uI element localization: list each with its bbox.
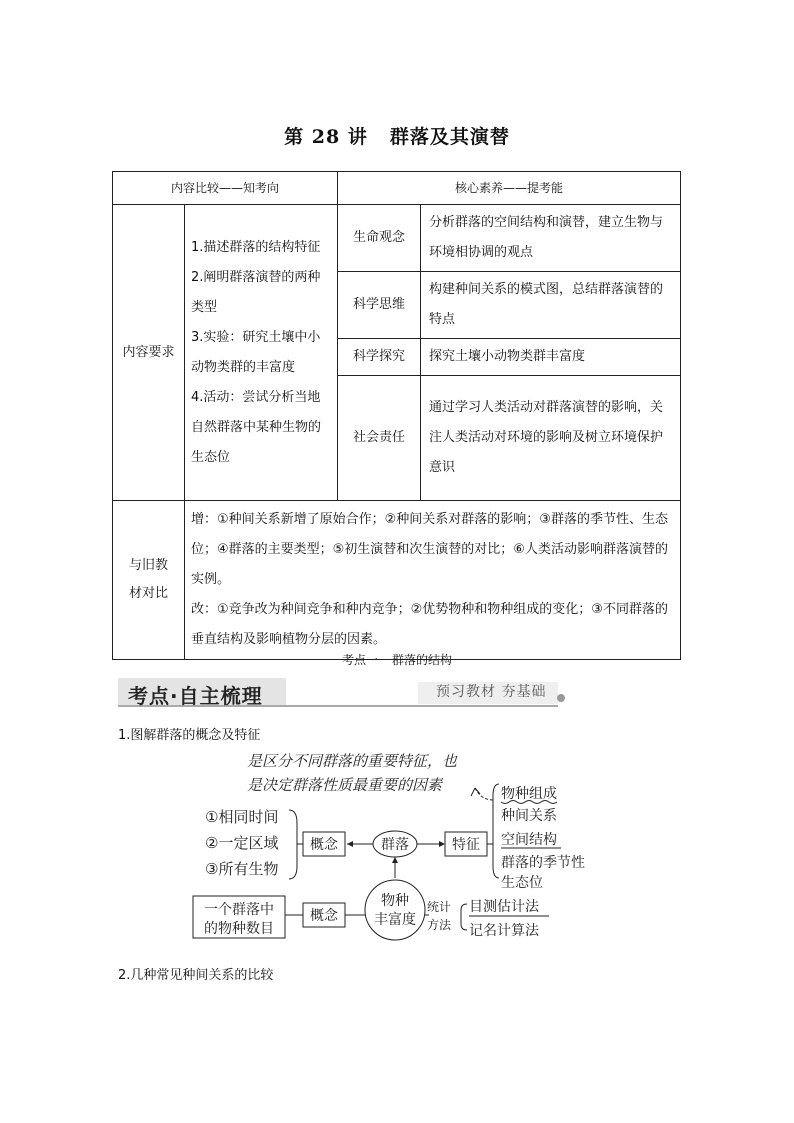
richness-line-2: 丰富度: [374, 912, 416, 928]
feature-brace: [493, 784, 499, 878]
method-item: 目测估计法: [469, 899, 539, 915]
concept-label: 概念: [310, 837, 338, 853]
left-item: ③所有生物: [205, 860, 279, 878]
lecture-topic: 群落及其演替: [389, 126, 510, 148]
feature-item: 生态位: [501, 875, 543, 891]
method-brace: [461, 904, 467, 930]
note-line-1: 是区分不同群落的重要特征，也: [247, 752, 458, 770]
method-label-2: 方法: [427, 918, 452, 932]
literacy-label: 生命观念: [338, 205, 421, 272]
requirement-item: 4.活动：尝试分析当地自然群落中某种生物的生态位: [191, 389, 322, 465]
literacy-label: 社会责任: [338, 376, 421, 501]
method-item: 记名计算法: [469, 923, 539, 939]
table-row: [113, 205, 681, 272]
added-text: 增：①种间关系新增了原始合作；②种间关系对群落的影响；③群落的季节性、生态位；④群落的主要类型；⑤初生演替和次生演替的对比；⑥人类活动影响群落演替的实例。: [191, 512, 668, 587]
literacy-text: 分析群落的空间结构和演替，建立生物与环境相协调的观点: [421, 205, 681, 272]
richness-line-1: 物种: [381, 893, 409, 909]
banner-title: 考点·自主梳理: [128, 684, 263, 708]
note-line-2: 是决定群落性质最重要的因素: [247, 776, 443, 794]
literacy-label: 科学思维: [338, 272, 421, 339]
requirement-item: 1.描述群落的结构特征: [191, 239, 321, 255]
literacy-label: 科学探究: [338, 339, 421, 376]
richness-definition-line-1: 一个群落中: [204, 902, 274, 918]
arrowhead: [347, 841, 353, 847]
community-concept-diagram: [185, 748, 625, 948]
table-header-row: [113, 172, 681, 205]
center-label: 群落: [381, 837, 409, 853]
changed-text: 改：①竞争改为种间竞争和种内竞争；②优势物种和物种组成的变化；③不同群落的垂直结构及影响植物分层的因素。: [191, 602, 668, 647]
richness-concept-label: 概念: [310, 908, 338, 924]
method-label-1: 统计: [427, 900, 452, 914]
section-subheading: 考点一 群落的结构: [341, 653, 453, 667]
feature-item: 种间关系: [501, 808, 557, 824]
overview-table: [112, 171, 681, 660]
requirement-item: 3.实验：研究土壤中小动物类群的丰富度: [191, 329, 321, 375]
feature-item: 群落的季节性: [501, 855, 585, 871]
row-label-comparison: 与旧教材对比: [113, 501, 185, 660]
arrowhead: [439, 841, 445, 847]
section-heading-2: 2.几种常见种间关系的比较: [118, 968, 274, 983]
row-label-requirements: 内容要求: [113, 205, 185, 501]
header-right: 核心素养——提考能: [338, 172, 681, 205]
literacy-text: 探究土壤小动物类群丰富度: [421, 339, 681, 376]
comparison-cell: [185, 501, 681, 660]
arrowhead: [392, 857, 398, 863]
literacy-text: 通过学习人类活动对群落演替的影响，关注人类活动对环境的影响及树立环境保护意识: [421, 376, 681, 501]
requirement-item: 2.阐明群落演替的两种类型: [191, 269, 321, 315]
note-arrow: [475, 788, 493, 800]
feature-item: 物种组成: [501, 786, 557, 802]
feature-item: 空间结构: [501, 832, 557, 848]
feature-label: 特征: [452, 837, 480, 853]
banner-subtitle: 预习教材 夯基础: [436, 684, 547, 700]
note-arrow-head: [471, 788, 480, 796]
left-item: ①相同时间: [205, 808, 279, 826]
richness-circle: [365, 880, 425, 940]
section-heading-1: 1.图解群落的概念及特征: [118, 728, 261, 743]
requirements-cell: [185, 205, 338, 501]
literacy-text: 构建种间关系的模式图，总结群落演替的特点: [421, 272, 681, 339]
richness-definition-line-2: 的物种数目: [204, 921, 274, 937]
left-brace: [289, 810, 297, 879]
header-left: 内容比较——知考向: [113, 172, 338, 205]
table-row: [113, 501, 681, 660]
left-item: ②一定区域: [205, 834, 279, 852]
page-title: [0, 122, 794, 149]
lecture-number: 第 28 讲: [284, 126, 368, 148]
